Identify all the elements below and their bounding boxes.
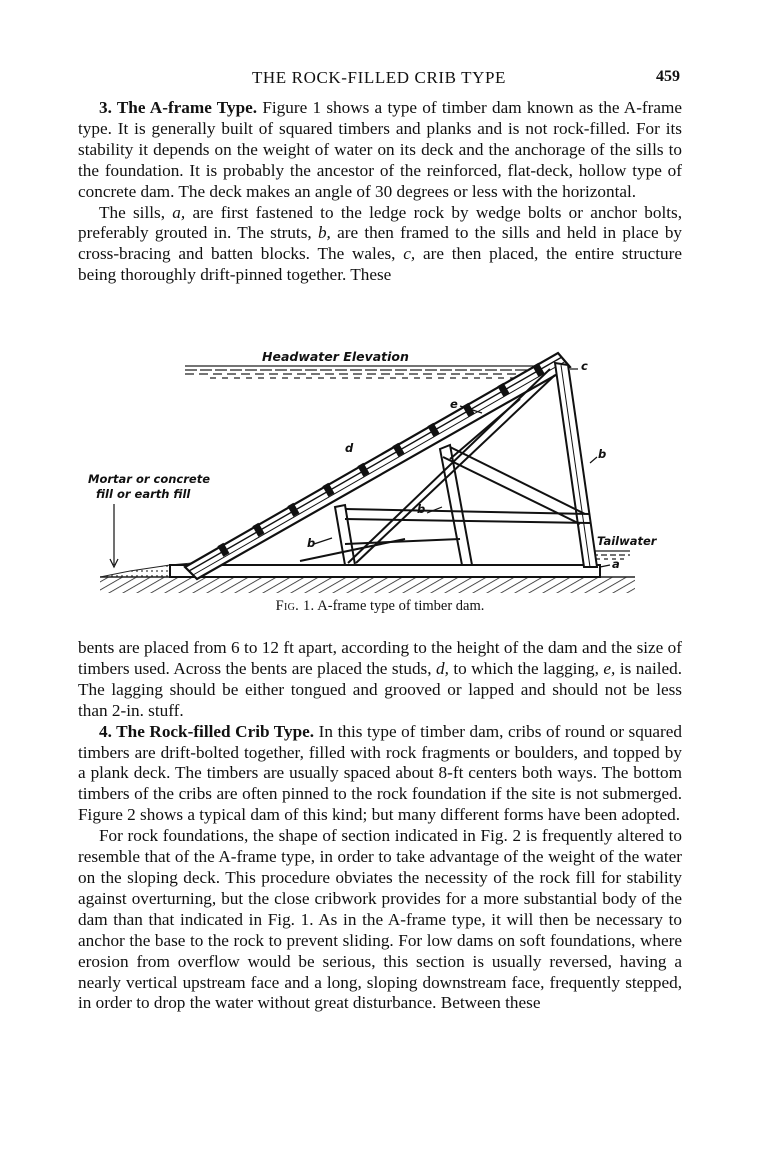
paragraph-text: Figure 1 shows a type of timber dam known as the A-frame type. It is generally built of squared timbers and planks and is not rock-filled. For its stability it depends on the weight of water on its deck and the anchorage of the sills to the foundation. It is probably the ancestor of the reinforced, flat-deck, hollow type of concrete dam. The deck makes an angle of 30 degrees or less with the horizontal.: [78, 98, 683, 201]
page-header: [78, 68, 680, 90]
label-ref: b,: [317, 223, 331, 243]
tailwater-surface: [592, 551, 630, 559]
paragraph: [78, 826, 682, 1014]
section-heading: 3. The A-frame Type.: [99, 98, 258, 117]
text-run: to which the lagging,: [453, 658, 599, 678]
text-run: are then framed to the sills and held in place by cross-bracing and batten blocks. The wales,: [78, 223, 683, 264]
paragraph: [78, 638, 682, 722]
paragraph-text: In this type of timber dam, cribs of round or squared timbers are drift-bolted together, filled with rock fragments or boulders, and topped by a plank deck. The timbers are usually spaced about 8-ft centers both ways. The bottom timbers of the cribs are often pinned to the rock foundation if the site is not submerged. Figure 2 shows a typical dam of this kind; but many different forms have been adopted.: [78, 721, 682, 825]
label-tailwater: Tailwater: [597, 534, 657, 548]
rear-strut: [555, 363, 597, 567]
figure-1-a-frame-dam: [88, 339, 660, 624]
label-ref: a,: [172, 202, 186, 222]
paragraph: [78, 722, 682, 827]
rock-foundation: [100, 577, 635, 593]
label-ref: c,: [403, 244, 416, 264]
label-b-right: b: [598, 447, 607, 461]
section-heading: 4. The Rock-filled Crib Type.: [99, 721, 315, 741]
label-a: a: [612, 557, 620, 571]
text-run: is nailed. The lagging should be either tongued and grooved or lapped and should not be less than 2-in. stuff.: [78, 658, 683, 720]
page-number: 459: [656, 68, 680, 85]
label-b-mid: b: [417, 502, 426, 516]
label-ref: d,: [436, 658, 449, 678]
a-frame-dam-drawing: [100, 339, 660, 599]
label-c: c: [581, 359, 588, 373]
caption-figure-number: Fig. 1.: [275, 598, 315, 614]
continued-text: [78, 638, 682, 1014]
mortar-label-line1: Mortar or concrete: [88, 472, 211, 486]
headwater-label: Headwater Elevation: [262, 349, 409, 364]
section-3-text: [78, 98, 682, 286]
paragraph: [78, 98, 682, 203]
text-run: are first fastened to the ledge rock by wedge bolts or anchor bolts, preferably grouted in. The struts,: [78, 202, 683, 243]
text-run: are then placed, the entire structure being thoroughly drift-pinned together. These: [78, 244, 682, 285]
caption-text: A-frame type of timber dam.: [317, 598, 485, 614]
text-run: bents are placed from 6 to 12 ft apart, according to the height of the dam and the size of timbers used. Across the bents are placed the studs,: [78, 638, 682, 678]
label-d: d: [345, 441, 354, 455]
label-b-low: b: [307, 536, 316, 550]
mortar-label-line2: fill or earth fill: [96, 487, 191, 501]
paragraph-text: For rock foundations, the shape of section indicated in Fig. 2 is frequently altered to resemble that of the A-frame type, in order to take advantage of the weight of the water on the sloping deck. This procedure obviates the necessity of the rock fill for stability against overturning, but the close cribwork provides for a more substantial body of the dam than that indicated in Fig. 1. As in the A-frame type, it will then be necessary to anchor the base to the rock to prevent sliding. For low dams on soft foundations, where erosion from overflow would be serious, this section is usually reversed, having a nearly vertical upstream face and a long, sloping downstream face, frequently stepped, in order to drop the water without great disturbance. Between these: [78, 826, 682, 1013]
a-frame-struts: [300, 369, 590, 565]
label-ref: e,: [603, 658, 616, 678]
paragraph: [78, 203, 682, 287]
running-title: THE ROCK-FILLED CRIB TYPE: [251, 68, 507, 87]
figure-caption: [78, 598, 682, 615]
label-e: e: [450, 397, 458, 411]
headwater-surface: [185, 366, 555, 378]
sill: [170, 565, 600, 577]
text-run: The sills,: [99, 202, 165, 222]
